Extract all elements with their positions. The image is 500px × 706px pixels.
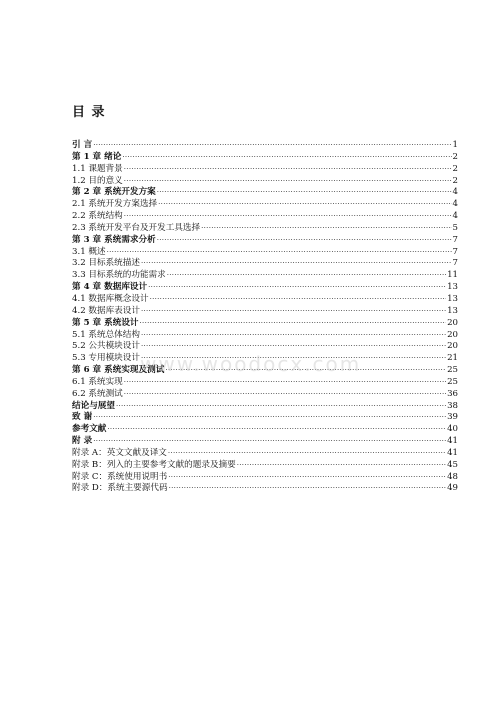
- toc-entry[interactable]: [72, 247, 458, 259]
- toc-entry-label: 3.1 概述: [72, 246, 106, 257]
- toc-entry-page-number: 4: [452, 187, 458, 198]
- toc-entry[interactable]: [72, 436, 458, 448]
- toc-entry-label: 5.1 系统总体结构: [72, 329, 140, 340]
- toc-entry-page-number: 41: [447, 447, 458, 458]
- toc-entry-page-number: 20: [447, 329, 458, 340]
- toc-dot-leader: [141, 258, 452, 270]
- toc-entry-page-number: 20: [447, 341, 458, 352]
- toc-entry-page-number: 4: [452, 199, 458, 210]
- toc-entry[interactable]: [72, 258, 458, 270]
- toc-entry-page-number: 2: [452, 175, 458, 186]
- toc-entry-label: 第 4 章 数据库设计: [72, 282, 148, 293]
- toc-dot-leader: [237, 460, 446, 472]
- toc-entry[interactable]: [72, 164, 458, 176]
- toc-entry-label: 第 3 章 系统需求分析: [72, 234, 156, 245]
- toc-entry-page-number: 7: [452, 234, 458, 245]
- toc-entry-label: 第 6 章 系统实现及测试: [72, 365, 165, 376]
- toc-dot-leader: [165, 365, 446, 377]
- toc-entry-label: 附录 D：系统主要源代码: [72, 483, 168, 494]
- toc-dot-leader: [116, 401, 446, 413]
- toc-entry-page-number: 4: [452, 211, 458, 222]
- toc-entry-label: 4.2 数据库表设计: [72, 305, 140, 316]
- toc-entry[interactable]: [72, 223, 458, 235]
- toc-entry-page-number: 13: [447, 293, 458, 304]
- toc-entry[interactable]: [72, 140, 458, 152]
- toc-entry[interactable]: [72, 448, 458, 460]
- toc-entry[interactable]: [72, 199, 458, 211]
- toc-entry-page-number: 11: [447, 270, 458, 281]
- toc-entry-label: 第 2 章 系统开发方案: [72, 187, 156, 198]
- toc-entry-label: 第 5 章 系统设计: [72, 317, 139, 328]
- toc-entry-label: 5.2 公共模块设计: [72, 341, 140, 352]
- toc-dot-leader: [107, 247, 452, 259]
- toc-entry[interactable]: [72, 377, 458, 389]
- toc-entry-label: 结论与展望: [72, 400, 115, 411]
- toc-entry-label: 附 录: [72, 436, 93, 447]
- toc-entry[interactable]: [72, 341, 458, 353]
- table-of-contents: [72, 140, 458, 495]
- toc-entry-page-number: 1: [452, 140, 458, 150]
- toc-entry-label: 附录 A：英文文献及译文: [72, 447, 167, 458]
- toc-dot-leader: [93, 436, 446, 448]
- toc-dot-leader: [167, 270, 446, 282]
- toc-dot-leader: [141, 306, 446, 318]
- toc-entry-label: 1.2 目的意义: [72, 175, 123, 186]
- toc-entry-page-number: 41: [447, 436, 458, 447]
- toc-dot-leader: [93, 412, 446, 424]
- toc-entry[interactable]: [72, 294, 458, 306]
- toc-dot-leader: [169, 483, 447, 495]
- toc-entry[interactable]: [72, 365, 458, 377]
- toc-dot-leader: [157, 187, 452, 199]
- toc-entry[interactable]: [72, 330, 458, 342]
- toc-dot-leader: [141, 330, 446, 342]
- toc-dot-leader: [124, 176, 452, 188]
- toc-entry-label: 引 言: [72, 140, 93, 150]
- toc-entry-label: 附录 C：系统使用说明书: [72, 471, 168, 482]
- toc-entry[interactable]: [72, 211, 458, 223]
- toc-dot-leader: [124, 211, 452, 223]
- toc-entry[interactable]: [72, 270, 458, 282]
- toc-entry-label: 2.2 系统结构: [72, 211, 123, 222]
- toc-entry-page-number: 7: [452, 246, 458, 257]
- toc-dot-leader: [157, 235, 452, 247]
- toc-entry[interactable]: [72, 483, 458, 495]
- toc-entry[interactable]: [72, 235, 458, 247]
- toc-entry-page-number: 25: [447, 365, 458, 376]
- toc-entry-label: 附录 B：列入的主要参考文献的题录及摘要: [72, 459, 236, 470]
- toc-entry-label: 1.1 课题背景: [72, 163, 123, 174]
- toc-entry-page-number: 36: [447, 388, 458, 399]
- toc-entry-label: 6.1 系统实现: [72, 376, 123, 387]
- toc-entry-page-number: 40: [447, 424, 458, 435]
- toc-entry-page-number: 21: [447, 353, 458, 364]
- toc-entry-label: 第 1 章 绪论: [72, 151, 122, 162]
- toc-entry-label: 3.2 目标系统描述: [72, 258, 140, 269]
- page-title: 目 录: [72, 105, 106, 120]
- toc-dot-leader: [168, 448, 446, 460]
- toc-entry[interactable]: [72, 152, 458, 164]
- toc-entry-label: 4.1 数据库概念设计: [72, 293, 149, 304]
- toc-dot-leader: [150, 294, 447, 306]
- toc-entry[interactable]: [72, 306, 458, 318]
- toc-dot-leader: [107, 424, 446, 436]
- toc-entry[interactable]: [72, 353, 458, 365]
- toc-entry-page-number: 39: [447, 412, 458, 423]
- toc-entry-label: 2.3 系统开发平台及开发工具选择: [72, 222, 201, 233]
- toc-dot-leader: [124, 389, 446, 401]
- toc-dot-leader: [148, 282, 446, 294]
- toc-entry[interactable]: [72, 460, 458, 472]
- toc-entry-label: 致 谢: [72, 412, 93, 423]
- toc-entry[interactable]: [72, 389, 458, 401]
- toc-entry[interactable]: [72, 412, 458, 424]
- toc-entry-page-number: 49: [447, 483, 458, 494]
- toc-entry-label: 5.3 专用模块设计: [72, 353, 140, 364]
- toc-dot-leader: [122, 152, 451, 164]
- toc-entry-page-number: 45: [447, 459, 458, 470]
- toc-entry-label: 2.1 系统开发方案选择: [72, 199, 158, 210]
- toc-entry-page-number: 20: [447, 317, 458, 328]
- toc-entry[interactable]: [72, 176, 458, 188]
- toc-entry[interactable]: [72, 401, 458, 413]
- toc-dot-leader: [124, 377, 446, 389]
- toc-entry-page-number: 13: [447, 305, 458, 316]
- toc-entry[interactable]: [72, 318, 458, 330]
- toc-entry-page-number: 38: [447, 400, 458, 411]
- toc-entry-label: 6.2 系统测试: [72, 388, 123, 399]
- watermark: www.woodocx.com: [140, 352, 362, 376]
- toc-entry-page-number: 5: [452, 222, 458, 233]
- toc-entry[interactable]: [72, 424, 458, 436]
- toc-entry-page-number: 48: [447, 471, 458, 482]
- toc-dot-leader: [140, 318, 447, 330]
- toc-dot-leader: [141, 341, 446, 353]
- toc-entry-page-number: 2: [452, 163, 458, 174]
- toc-entry[interactable]: [72, 187, 458, 199]
- toc-dot-leader: [141, 353, 446, 365]
- toc-dot-leader: [168, 472, 446, 484]
- toc-entry[interactable]: [72, 472, 458, 484]
- toc-entry-page-number: 2: [452, 151, 458, 162]
- toc-entry-page-number: 7: [452, 258, 458, 269]
- toc-dot-leader: [201, 223, 451, 235]
- toc-entry-page-number: 25: [447, 376, 458, 387]
- toc-entry-label: 参考文献: [72, 424, 107, 435]
- toc-dot-leader: [124, 164, 452, 176]
- toc-entry[interactable]: [72, 282, 458, 294]
- toc-dot-leader: [158, 199, 451, 211]
- toc-entry-page-number: 13: [447, 282, 458, 293]
- toc-dot-leader: [93, 140, 451, 152]
- toc-entry-label: 3.3 目标系统的功能需求: [72, 270, 166, 281]
